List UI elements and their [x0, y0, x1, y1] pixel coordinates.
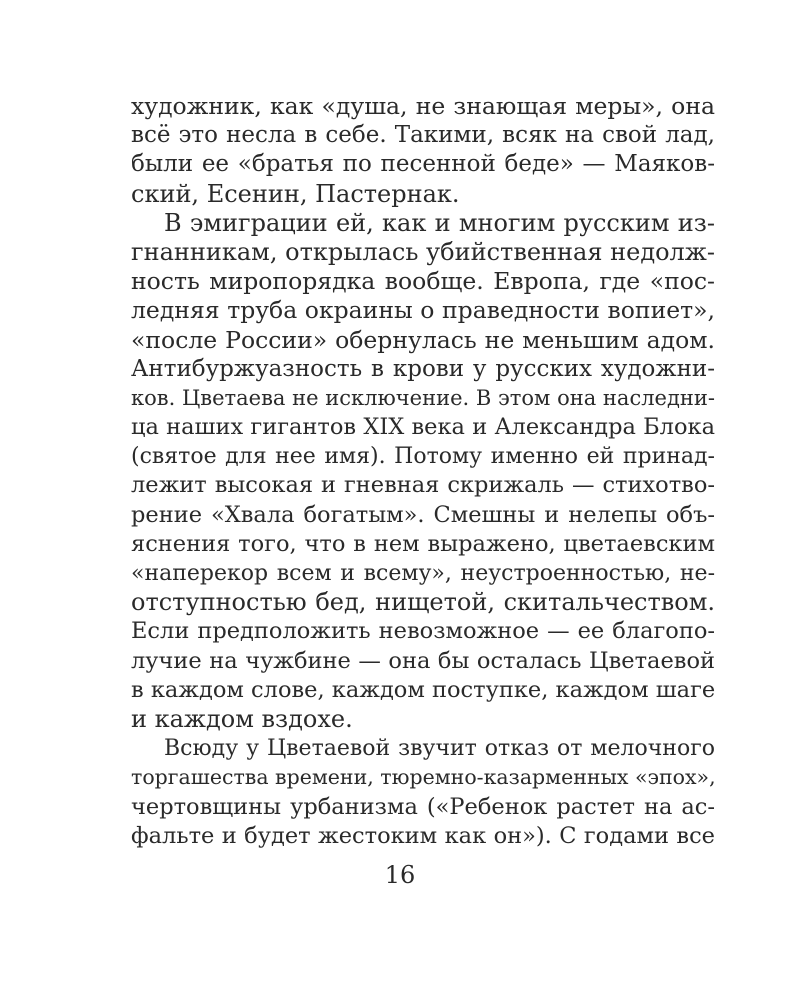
text-line: гнанникам, открылась убийственная недолж-: [131, 237, 715, 266]
text-line: Если предположить невозможное — ее благопо-: [131, 618, 715, 645]
text-line: яснения того, что в нем выражено, цветаевским: [131, 530, 715, 557]
text-line: ность миропорядка вообще. Европа, где «пос-: [131, 267, 715, 296]
text-line: В эмиграции ей, как и многим русским из-: [164, 208, 715, 237]
text-line: всё это несла в себе. Такими, всяк на свой лад,: [131, 122, 715, 149]
text-line: торгашества времени, тюремно-казарменных «эпох»,: [131, 765, 716, 790]
text-line: ский, Есенин, Пастернак.: [131, 179, 460, 208]
text-line: чертовщины урбанизма («Ребенок растет на ас-: [131, 793, 715, 820]
page-number: 16: [384, 861, 416, 889]
text-line: в каждом слове, каждом поступке, каждом шаге: [131, 676, 716, 703]
text-line: и каждом вздохе.: [131, 704, 353, 733]
text-line: были ее «братья по песенной беде» — Маяков-: [131, 151, 715, 178]
text-line: лучие на чужбине — она бы осталась Цветаевой: [131, 647, 715, 674]
text-line: Антибуржуазность в крови у русских художни-: [131, 355, 715, 382]
text-line: фальте и будет жестоким как он»). С годами все: [131, 822, 715, 849]
text-line: рение «Хвала богатым». Смешны и нелепы объ-: [131, 501, 715, 528]
text-line: «после России» обернулась не меньшим адом.: [131, 325, 715, 354]
text-line: ков. Цветаева не исключение. В этом она наследни-: [131, 385, 715, 410]
text-line: отступностью бед, нищетой, скитальчеством.: [131, 588, 715, 617]
text-line: Всюду у Цветаевой звучит отказ от мелочного: [164, 736, 715, 762]
text-line: «наперекор всем и всему», неустроенностью, не-: [131, 561, 715, 586]
text-line: ледняя труба окраины о праведности вопиет»,: [131, 296, 715, 325]
text-line: лежит высокая и гневная скрижаль — стихотво-: [131, 472, 715, 499]
text-line: художник, как «душа, не знающая меры», она: [131, 92, 715, 120]
body-text: [131, 92, 715, 851]
text-line: (святое для нее имя). Потому именно ей принад-: [131, 444, 715, 470]
text-line: ца наших гигантов XIX века и Александра Блока: [131, 414, 715, 441]
